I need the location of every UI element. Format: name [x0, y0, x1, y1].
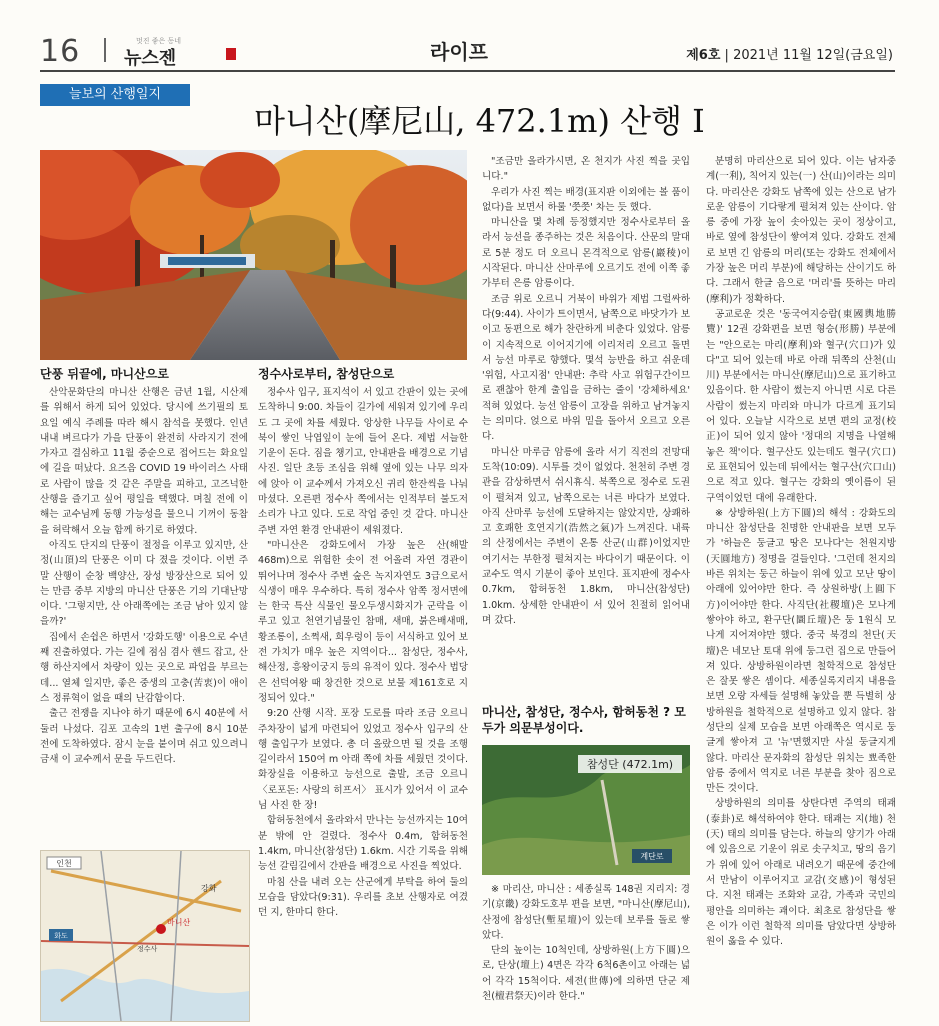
issue-date: 2021년 11월 12일(금요일) [733, 48, 893, 63]
issue-info [686, 44, 893, 63]
issue-divider: | [724, 48, 734, 63]
header-rule [40, 70, 895, 72]
column-1 [40, 366, 248, 844]
col3-caption-paragraph: 단의 높이는 10척인데, 상방하원(上方下圓)으로, 단상(壇上) 4면은 각각 6척6촌이고 아래는 넓어 각각 15척이다. 세전(世傳)에 의하면 단군 제천(檀君祭天)이라 한다." [482, 945, 690, 1003]
col1-paragraph: 산악문화단의 마니산 산행은 금년 1월, 시산제를 위해서 하게 되어 있었다. 당시에 쓰기필의 토요일 예식 주례를 따라 해시 참석을 못했다. 인년 내내 벼르다가 가을 단풍이 완전히 사라지기 전에 가자고 결심하고 11월 중순으로 접어드는 화요일에 길을 떠났다. 요즈음 COVID 19 바이러스 사태로 사람이 많을 것 같은 주말을 피하고, 고즈넉한 산행을 즐기고 싶어 평일을 택했다. 며칠 전에 이해는 교수님께 동행 가능성을 물으니 기꺼이 동참을 허락해서 오늘 함께 하기로 하였다. [40, 387, 248, 536]
issue-number: 제6호 [686, 48, 721, 63]
logo-text: 뉴스젠 [124, 48, 177, 69]
stair-label: 계단로 [640, 852, 664, 861]
col2-paragraph: "마니산은 강화도에서 가장 높은 산(해발 468m)으로 위험한 솟이 전 어올려 자연 경관이 뛰어나며 정수사 주변 숲은 녹지자연도 3급으로서 식생이 매우 우수하다. 특히 정수사 암쪽 정서면에는 한국 특산 식물인 물오두생시화지가 군락을 이루고 있고 천연기념물인 참매, 새매, 붉은배새매, 황조롱이, 소쩍새, 희우렁이 등이 서식하고 있어 보전 가치가 매우 높은 지역이다... 참성단, 정수사, 해산정, 흥왕이궁지 등의 유적이 있다. 정수사 법당은 선덕여왕 때 창건한 것으로 보물 제161호로 지정되어 있다." [258, 539, 468, 704]
col3-paragraph: 우리가 사진 찍는 배경(표지판 이외에는 볼 품이 없다)을 보면서 하룰 '쯧쯧' 차는 듯 했다. [482, 186, 690, 213]
summit-photo [482, 745, 690, 875]
col2-paragraph: 9:20 산행 시작. 포장 도로를 따라 조금 오르니 주차장이 넓게 마련되어 있었고 정수사 입구의 산행 출입구가 보였다. 총 더 올랐으면 될 것을 조행길이라서 150여 m 아래 쪽에 차를 세웠던 것이다. 화장실을 이용하고 능선으로 출발, 조금 오르니 〈로포돈: 사랑의 히프서〉 표시가 있어서 이 교수님 사진 한 장! [258, 708, 468, 812]
logo-slogan: 멋진 좋은 동네 [136, 37, 182, 45]
newspaper-logo[interactable] [118, 36, 238, 69]
summit-label: 참성단 (472.1m) [586, 758, 674, 771]
col3-caption-paragraph: ※ 마리산, 마니산 : 세종실록 148권 지리지: 경기(京畿) 강화도호부 편을 보면, "마니산(摩尼山), 산정에 참성단(塹星壇)이 있는데 보루를 돌로 쌓았다. [482, 884, 690, 941]
col1-heading: 단풍 뒤끝에, 마니산으로 [40, 367, 169, 381]
col4-paragraph: 상방하원의 의미를 상탄다면 주역의 태괘(泰卦)로 해석하여야 한다. 태괘는 지(地) 천(天) 태의 의미를 담는다. 하늘의 양기가 아래에 있음으로 기운이 위로 솟구치고, 땅의 음기가 위에 있어 아래로 내려오기 때문에 중간에서 만남이 이루어지고 교감(交感)이 형성된다. 지천 태괘는 조화와 교감, 가족과 국민의 평안을 의미하는 괘이다. 최초로 참성단을 쌓은 이가 이런 철학적 의미를 담았다면 상방하원이 옳을 수 있다. [706, 798, 896, 948]
col3-paragraph: "조금만 올라가시면, 온 천지가 사진 찍을 곳입니다." [482, 156, 690, 183]
page-number: 16 [40, 34, 81, 69]
header-separator [104, 38, 106, 62]
map-label: 마니산 [167, 918, 191, 927]
map-label: 정수사 [137, 945, 158, 953]
col3-paragraph: 조금 위로 오르니 거북이 바위가 제법 그럴싸하다(9:44). 사이가 트이면서, 남쪽으로 바닷가가 보이고 동편으로 해가 찬란하게 비춘다 있었다. 암릉이 지속적으로 이어지기에 이리저리 오르고 돌면서 능선 마루로 향했다. 몇석 능반을 하고 쉬운데 '위험, 사고지점' 안내판: 추락 사고 위험구간이므로 괜찮아 한계 출입을 금하는 줄이 '강체하세요' 적혀 있었다. 능선 암릉이 고장을 위하고 남겨놓지는 의미다. 얹으로 바위 밑을 돌아서 오르고 오른다. [482, 293, 690, 443]
map-label: 인천 [56, 859, 72, 868]
col3-paragraph: 마니산을 몇 차례 등정했지만 정수사로부터 올라서 능선을 종주하는 것은 처음이다. 산문의 말대로 5분 정도 더 오르니 몬격적으로 암릉(巖稜)이 시작된다. 마니산 산마루에 오르기도 전에 이쪽 좋가부터 은릉 암릉이다. [482, 217, 690, 290]
col4-paragraph: ※ 상방하원(上方下圓)의 해석 : 강화도의 마니산 참성단을 친명한 안내판을 보면 모두가 '하늘은 둥글고 땅은 모나다'는 천원지방(天圓地方) 정명을 걸들인다. '그런데 천지의 바른 위치는 둥근 하늘이 위에 있고 모난 땅이 아래에 있어야만 한다. 즉 상원하방(上圓下方)이어야만 한다. 사직단(社稷壇)은 모나게 쌓아야 하고, 환구단(圜丘壇)은 둥 1원식 모나게 지어져야만 했다. 중국 북경의 천단(天壇)은 네모난 토대 위에 둥그런 집으로 만들어져 있다. 상방하원이라면 철학적으로 참성단은 잘못 쌓은 셈이다. 세종실록지리지 내용을 보면 오랑 자세들 설명해 놓았을 뿐 득별히 상방하원을 철학적으로 설명하고 있지 않다. 참성단의 실제 모습을 보면 아래쪽은 역시로 둥글게 쌓아져 고 '뉴'면했지만 사실 둥글지게 않다. 마리산 문자화의 참성단 위치는 뾰족한 암릉 중에서 역지로 너른 부분을 찾아 짐으로 만든 것이다. [706, 507, 896, 795]
map-label: 강화 [201, 884, 217, 893]
col1-paragraph: 집에서 손쉽은 하면서 '강화도행' 이용으로 수년째 진출하였다. 가는 길에 점심 겸사 핸드 잡고, 산행 하산지에서 차량이 있는 곳으로 파업을 부르는데... 열체 일지만, 좋은 중생의 고충(苦衷)이 애이스 정류혁이 없을 때의 난감함이다. [40, 631, 248, 704]
hero-photo [40, 150, 467, 360]
col1-paragraph: 아직도 단지의 단풍이 절정을 이루고 있지만, 산정(山頂)의 단풍은 이미 다 졌을 것이다. 이번 주말 산행이 순창 백양산, 장성 방장산으로 되어 있는 만큼 중부 지방의 마니산 단풍은 기의 기대난망이다. '그렇지만, 산 아래쪽에는 조금 남아 있지 않을까?' [40, 539, 248, 628]
logo-mark-icon [226, 48, 236, 60]
col2-paragraph: 함허동천에서 올라와서 만나는 능선까지는 10여분 밖에 안 걸렸다. 정수사 0.4m, 함허동천 1.4km, 마니산(참성단) 1.6km. 시간 기록을 위해 능선 갈림길에서 간판을 배경으로 사진을 찍었다. [258, 815, 468, 873]
summit-photo-icon [482, 745, 690, 875]
map-label: 화도 [54, 932, 68, 940]
map-icon [41, 851, 249, 1021]
col4-paragraph: 분명히 마리산으로 되어 있다. 이는 남자중계(一利), 칙어지 있는(一) 산(山)이라는 의미다. 마리산은 강화도 남쪽에 있는 산으로 남가로운 암릉이 기다랗게 펼쳐져 있는 산이다. 암릉 중에 가장 높이 솟아있는 곳이 정상이고, 바로 옆에 참성단이 쌓여져 있다. 강화도 전체로 보면 긴 암릉의 머리(또는 강화도 전체에서 가장 높은 머리 부분)에 해당하는 산이기도 하다. 그래서 한글 음으로 '머리'를 뜻하는 마리(摩利)가 정확하다. [706, 156, 896, 305]
col2-heading: 정수사로부터, 참성단으로 [258, 367, 395, 381]
autumn-trail-photo-icon [40, 150, 467, 360]
section-label: 라이프 [430, 40, 488, 64]
column-2 [258, 366, 468, 1026]
col3-paragraph: 마니산 마루금 암릉에 올라 서기 직전의 전망대 도착(10:09). 시투를 것이 없었다. 천천히 주변 경관을 감상하면서 쉬시휴식. 북쪽으로 정수로 도권이 펼쳐져 있고, 남쪽으로는 너른 바다가 보였다. 아직 산마루 능선에 도달하지는 않았지만, 상쾌하고 호쾌한 호연지기(浩然之氣)가 느껴진다. 내륙의 산정에서는 주변이 온통 산군(山群)이었지만 여기서는 부한정 펼쳐지는 바다이기 때문이다. 이 교수도 역시 기분이 좋아 보인다. 표지판에 정수사 0.7km, 함허동천 1.8km, 마니산(참성단) 1.0km. 상세한 안내판이 서 있어 친절히 읽어내며 갔다. [482, 446, 690, 626]
col2-paragraph: 정수사 입구, 표지석이 서 있고 간판이 있는 곳에 도착하니 9:00. 차들이 길가에 세워져 있기에 우리도 그 곳에 차를 세웠다. 앙상한 나무들 사이로 수북이 쌓인 낙엽잎이 눈에 들어 온다. 제법 서늘한 기운이 돈다. 짐을 챙기고, 안내판을 배경으로 기념 사진. 일단 초등 조심을 위해 옆에 있는 나무 의자에 앉아 이 교수께서 가져오신 귀리 한잔씩을 나눠 마셨다. 오른편 정수사 쪽에서는 인적부터 불도저 소리가 나고 있다. 도로 작업 중인 것 같다. 마니산 주변 자연 환경 안내판이 세워졌다. [258, 387, 468, 536]
series-tag: 늘보의 산행일지 [40, 84, 190, 106]
col2-paragraph: 마침 산을 내려 오는 산군에게 부탁을 하여 둘의 모습을 담았다(9:31). 우리를 초보 산행자로 여겼던 지, 한마디 한다. [258, 876, 468, 919]
col4-paragraph: 공교로운 것은 '동국여지승람(東國輿地勝覽)' 12권 강화편을 보면 형승(形勝) 부분에는 "안으로는 마리(摩利)와 혈구(穴口)가 있다"고 되어 있는데 바로 아래 뒤쪽의 산천(山川) 부분에서는 마니산(摩尼山)으로 표기하고 있음이다. 한 사람이 썼는지 아니면 시로 다른 사람이 썼는지 마리와 마니가 다르게 표기되어 있다. 오늘날 시각으로 보면 편의 교정(校正)이 되어 있지 않아 '정대의 지명을 나열해 놓은 책'이다. 혈구산도 있는데도 혈구(穴口)로 표현되어 있는데 뒤에서는 혈구산(穴口山)으로 적고 있다. 혈구는 강화의 옛이름이 된 구역이었던 대에 유래한다. [706, 308, 896, 504]
location-map [40, 850, 250, 1022]
article-title: 마니산(摩尼山, 472.1m) 산행 Ⅰ [254, 102, 705, 140]
column-3 [482, 154, 690, 674]
column-4 [706, 154, 896, 1024]
col1-paragraph: 출근 전쟁을 지나야 하기 때문에 6시 40분에 서둘러 나섰다. 김포 고속의 1번 출구에 8시 10분 전에 도착하였다. 잠시 눈을 붙이며 쉬고 있으려니 금새 이 교수께서 문을 두드린다. [40, 708, 248, 766]
subsection-title: 마니산, 참성단, 정수사, 함허동천 ? 모두가 의문부성이다. [482, 705, 686, 735]
column-3-caption [482, 882, 690, 1022]
